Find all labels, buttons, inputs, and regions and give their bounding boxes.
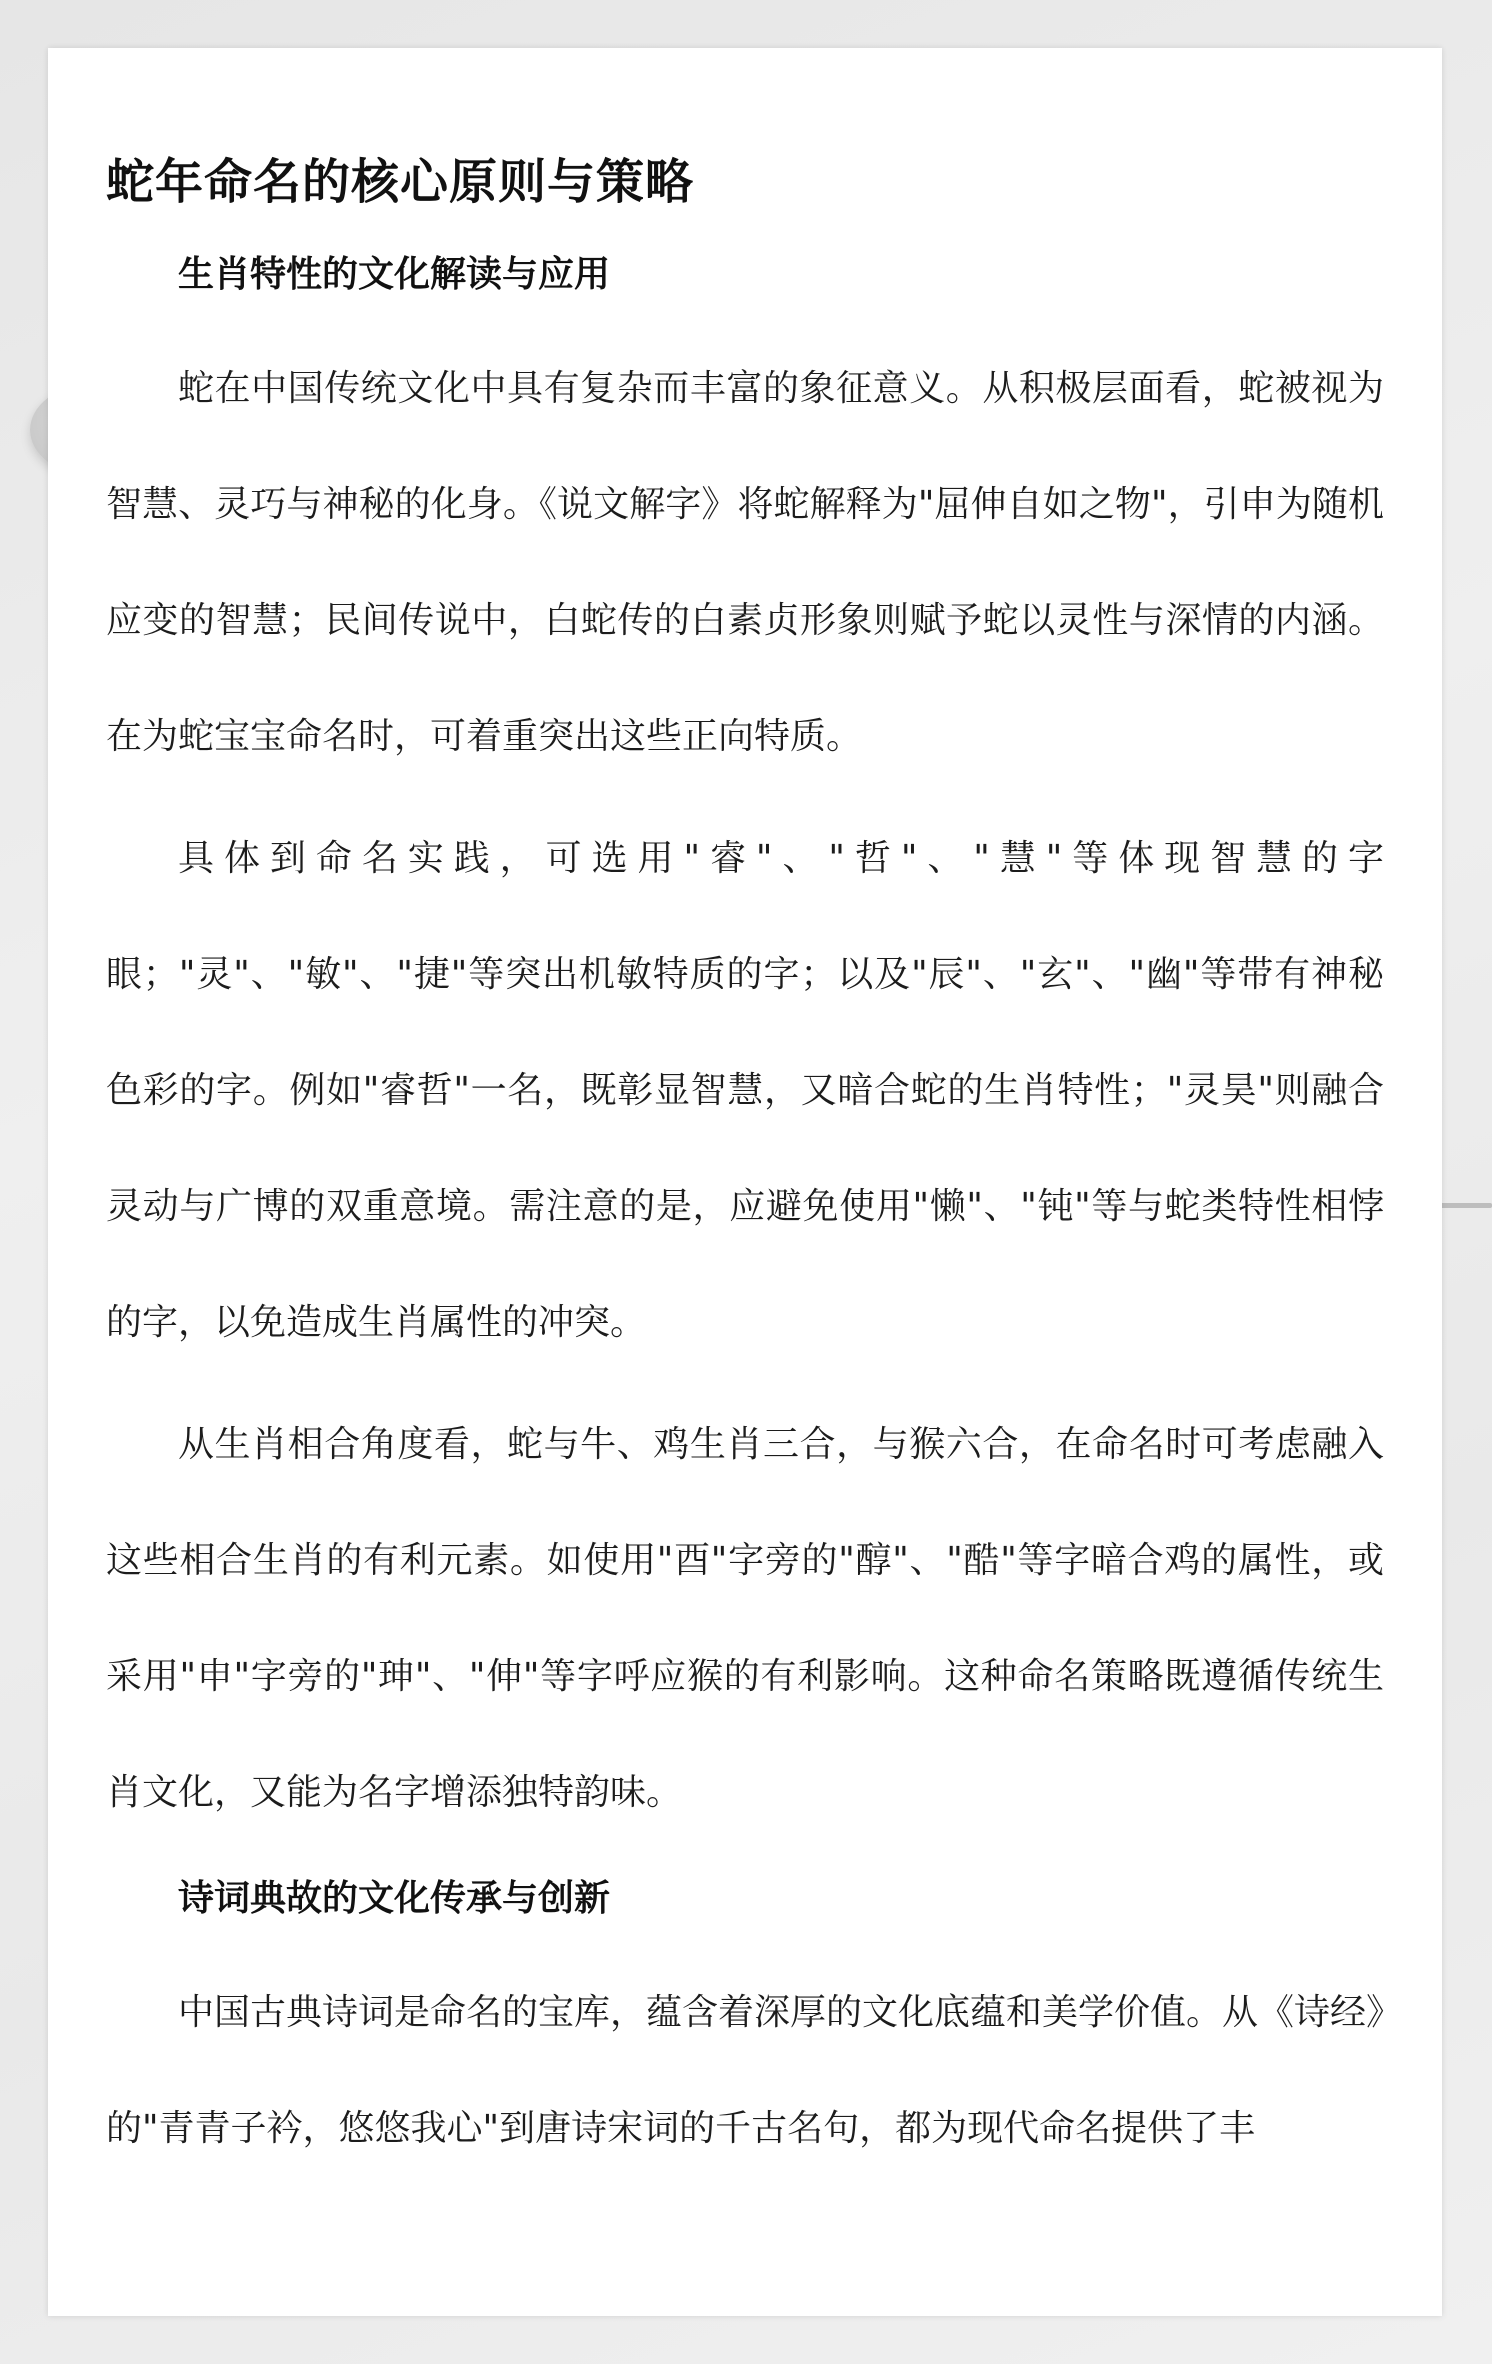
paragraph: 具体到命名实践，可选用"睿"、"哲"、"慧"等体现智慧的字眼；"灵"、"敏"、"捷"等突出机敏特质的字；以及"辰"、"玄"、"幽"等带有神秘色彩的字。例如"睿哲"一名，既彰显智慧，又暗合蛇的生肖特性；"灵昊"则融合灵动与广博的双重意境。需注意的是，应避免使用"懒"、"钝"等与蛇类特性相悖的字，以免造成生肖属性的冲突。: [106, 838, 1384, 1343]
document-page: [48, 48, 1442, 2316]
section-heading-poetry: 诗词典故的文化传承与创新: [178, 1878, 611, 1919]
article-title: 蛇年命名的核心原则与策略: [106, 154, 695, 210]
section-heading-zodiac: 生肖特性的文化解读与应用: [178, 254, 611, 295]
paragraph: 中国古典诗词是命名的宝库，蕴含着深厚的文化底蕴和美学价值。从《诗经》的"青青子衿，悠悠我心"到唐诗宋词的千古名句，都为现代命名提供了丰: [106, 1992, 1385, 2149]
paragraph: 蛇在中国传统文化中具有复杂而丰富的象征意义。从积极层面看，蛇被视为智慧、灵巧与神秘的化身。《说文解字》将蛇解释为"屈伸自如之物"，引申为随机应变的智慧；民间传说中，白蛇传的白素贞形象则赋予蛇以灵性与深情的内涵。在为蛇宝宝命名时，可着重突出这些正向特质。: [106, 368, 1384, 757]
paragraph: 从生肖相合角度看，蛇与牛、鸡生肖三合，与猴六合，在命名时可考虑融入这些相合生肖的有利元素。如使用"酉"字旁的"醇"、"酷"等字暗合鸡的属性，或采用"申"字旁的"珅"、"伸"等字呼应猴的有利影响。这种命名策略既遵循传统生肖文化，又能为名字增添独特韵味。: [106, 1424, 1384, 1813]
